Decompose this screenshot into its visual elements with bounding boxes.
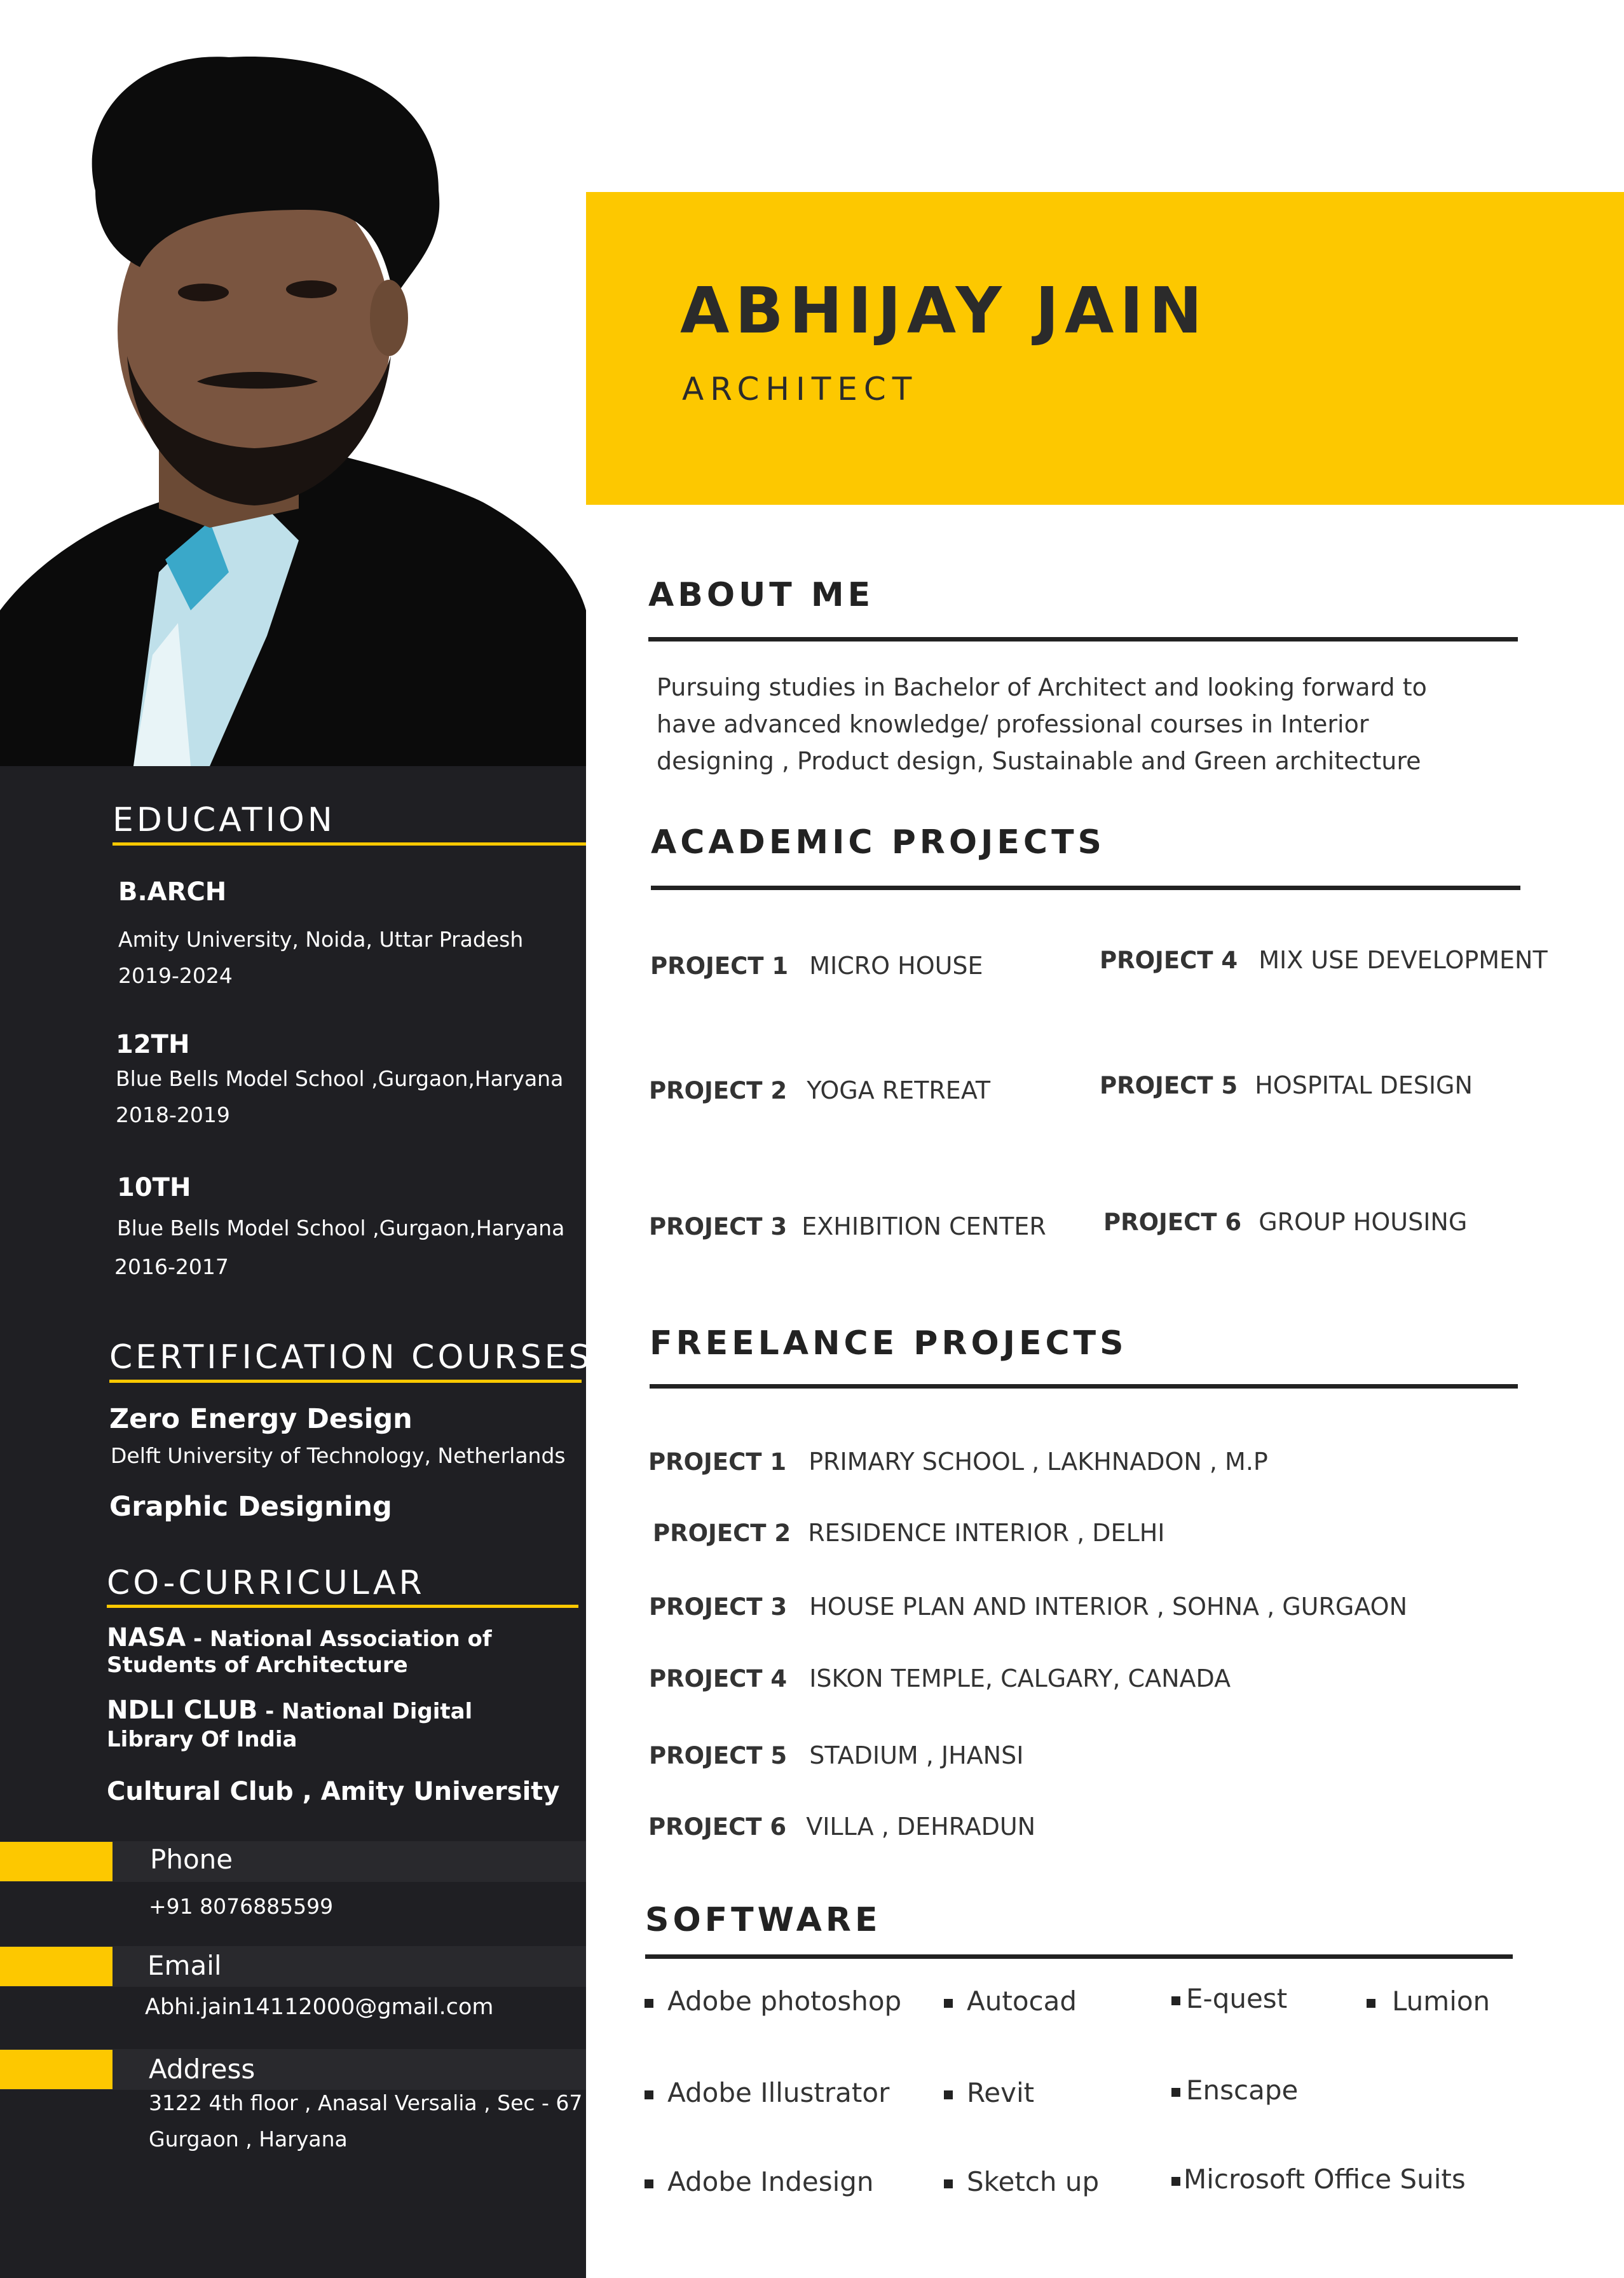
about-line: have advanced knowledge/ professional courses in Interior	[657, 710, 1369, 738]
bullet-icon	[1171, 2088, 1180, 2097]
degree-title: B.ARCH	[118, 877, 227, 907]
project-name: MICRO HOUSE	[809, 952, 983, 980]
freelance-project-1	[648, 1448, 1268, 1476]
email-accent	[0, 1947, 113, 1986]
bullet-icon	[1367, 1999, 1375, 2008]
school-name: Blue Bells Model School ,Gurgaon,Haryana	[116, 1066, 564, 1091]
bullet-icon	[645, 1999, 653, 2008]
certification-rule	[109, 1380, 582, 1383]
certification-title: Zero Energy Design	[109, 1403, 413, 1435]
software-item: E-quest	[1186, 1983, 1288, 2014]
club-desc: National Association of	[210, 1626, 492, 1652]
academic-project-5	[1100, 1071, 1473, 1099]
software-item: Autocad	[967, 1986, 1077, 2017]
club-desc: National Digital	[282, 1699, 473, 1724]
school-years: 2019-2024	[118, 963, 233, 988]
project-name: GROUP HOUSING	[1259, 1208, 1468, 1236]
certification-heading: CERTIFICATION COURSES	[109, 1338, 593, 1376]
freelance-rule	[650, 1384, 1518, 1389]
phone-label: Phone	[150, 1844, 233, 1875]
cocurricular-heading: CO-CURRICULAR	[107, 1564, 425, 1602]
email-label: Email	[147, 1950, 222, 1981]
club-name: NDLI CLUB	[107, 1696, 258, 1725]
project-name: STADIUM , JHANSI	[809, 1741, 1024, 1769]
address-line: Gurgaon , Haryana	[149, 2127, 348, 2151]
cocurricular-item-ndli	[107, 1696, 472, 1725]
address-line: 3122 4th floor , Anasal Versalia , Sec - 67	[149, 2090, 583, 2115]
academic-project-4	[1100, 946, 1548, 974]
project-name: YOGA RETREAT	[807, 1076, 991, 1104]
separator: -	[186, 1626, 210, 1652]
bullet-icon	[944, 2179, 953, 2188]
software-item: Adobe photoshop	[667, 1986, 902, 2017]
cocurricular-item-cultural: Cultural Club , Amity University	[107, 1777, 560, 1806]
about-text	[657, 669, 1427, 779]
software-item: Lumion	[1392, 1986, 1491, 2017]
project-label: PROJECT 1	[650, 952, 789, 980]
address-accent	[0, 2050, 113, 2089]
school-name: Blue Bells Model School ,Gurgaon,Haryana	[117, 1216, 565, 1240]
about-rule	[648, 637, 1518, 642]
project-label: PROJECT 3	[649, 1213, 788, 1240]
about-line: Pursuing studies in Bachelor of Architect and looking forward to	[657, 673, 1427, 701]
bullet-icon	[1171, 1996, 1180, 2005]
education-heading: EDUCATION	[113, 801, 336, 839]
certification-title: Graphic Designing	[109, 1491, 392, 1523]
project-label: PROJECT 4	[1100, 947, 1238, 974]
header-banner	[586, 192, 1624, 505]
academic-project-6	[1103, 1208, 1467, 1236]
club-desc-line2: Students of Architecture	[107, 1652, 408, 1678]
separator: -	[257, 1699, 282, 1724]
address-label: Address	[149, 2054, 256, 2085]
person-role: ARCHITECT	[682, 371, 918, 408]
project-name: EXHIBITION CENTER	[802, 1212, 1046, 1240]
bullet-icon	[944, 2090, 953, 2099]
software-heading: SOFTWARE	[645, 1901, 882, 1939]
project-name: MIX USE DEVELOPMENT	[1259, 946, 1548, 974]
project-label: PROJECT 6	[648, 1813, 787, 1841]
project-label: PROJECT 2	[653, 1520, 791, 1547]
cocurricular-item-nasa	[107, 1623, 492, 1652]
bullet-icon	[645, 2179, 653, 2188]
freelance-project-6	[648, 1813, 1035, 1841]
freelance-project-5	[649, 1741, 1023, 1769]
software-item: Adobe Indesign	[667, 2166, 874, 2197]
academic-project-1	[650, 952, 983, 980]
academic-project-3	[649, 1212, 1046, 1240]
school-years: 2016-2017	[114, 1254, 229, 1279]
project-name: ISKON TEMPLE, CALGARY, CANADA	[809, 1664, 1231, 1692]
school-name: Amity University, Noida, Uttar Pradesh	[118, 927, 524, 952]
software-item: Adobe Illustrator	[667, 2077, 890, 2108]
bullet-icon	[1171, 2177, 1180, 2186]
software-item: Revit	[967, 2077, 1035, 2108]
profile-photo	[0, 0, 586, 766]
project-label: PROJECT 5	[1100, 1072, 1238, 1099]
project-label: PROJECT 1	[648, 1448, 787, 1476]
project-label: PROJECT 2	[649, 1077, 788, 1104]
project-label: PROJECT 5	[649, 1742, 788, 1769]
degree-title: 12TH	[116, 1030, 190, 1059]
academic-project-2	[649, 1076, 990, 1104]
academic-rule	[651, 886, 1520, 890]
education-rule	[113, 842, 586, 846]
about-line: designing , Product design, Sustainable and Green architecture	[657, 747, 1421, 775]
project-name: PRIMARY SCHOOL , LAKHNADON , M.P	[809, 1448, 1268, 1476]
club-desc-line2: Library Of India	[107, 1727, 297, 1752]
freelance-project-4	[649, 1664, 1231, 1692]
bullet-icon	[944, 1999, 953, 2008]
project-label: PROJECT 6	[1103, 1209, 1242, 1236]
project-label: PROJECT 3	[649, 1593, 788, 1621]
person-name: ABHIJAY JAIN	[680, 273, 1208, 348]
email-value[interactable]: Abhi.jain14112000@gmail.com	[145, 1994, 494, 2020]
project-name: HOUSE PLAN AND INTERIOR , SOHNA , GURGAON	[809, 1593, 1407, 1621]
freelance-project-3	[649, 1593, 1407, 1621]
school-years: 2018-2019	[116, 1102, 230, 1127]
about-heading: ABOUT ME	[648, 576, 875, 614]
degree-title: 10TH	[117, 1173, 191, 1202]
project-label: PROJECT 4	[649, 1665, 788, 1692]
software-item: Microsoft Office Suits	[1184, 2164, 1466, 2195]
software-rule	[645, 1954, 1513, 1959]
bullet-icon	[645, 2090, 653, 2099]
cocurricular-rule	[107, 1605, 578, 1608]
software-item: Enscape	[1186, 2075, 1299, 2106]
academic-heading: ACADEMIC PROJECTS	[651, 823, 1106, 861]
software-item: Sketch up	[967, 2166, 1100, 2197]
certification-detail: Delft University of Technology, Netherlands	[111, 1443, 566, 1468]
phone-value[interactable]: +91 8076885599	[149, 1894, 334, 1919]
project-name: RESIDENCE INTERIOR , DELHI	[808, 1519, 1165, 1547]
project-name: HOSPITAL DESIGN	[1255, 1071, 1473, 1099]
club-name: NASA	[107, 1623, 186, 1652]
project-name: VILLA , DEHRADUN	[806, 1813, 1036, 1841]
freelance-heading: FREELANCE PROJECTS	[650, 1324, 1128, 1362]
phone-accent	[0, 1842, 113, 1881]
freelance-project-2	[653, 1519, 1165, 1547]
